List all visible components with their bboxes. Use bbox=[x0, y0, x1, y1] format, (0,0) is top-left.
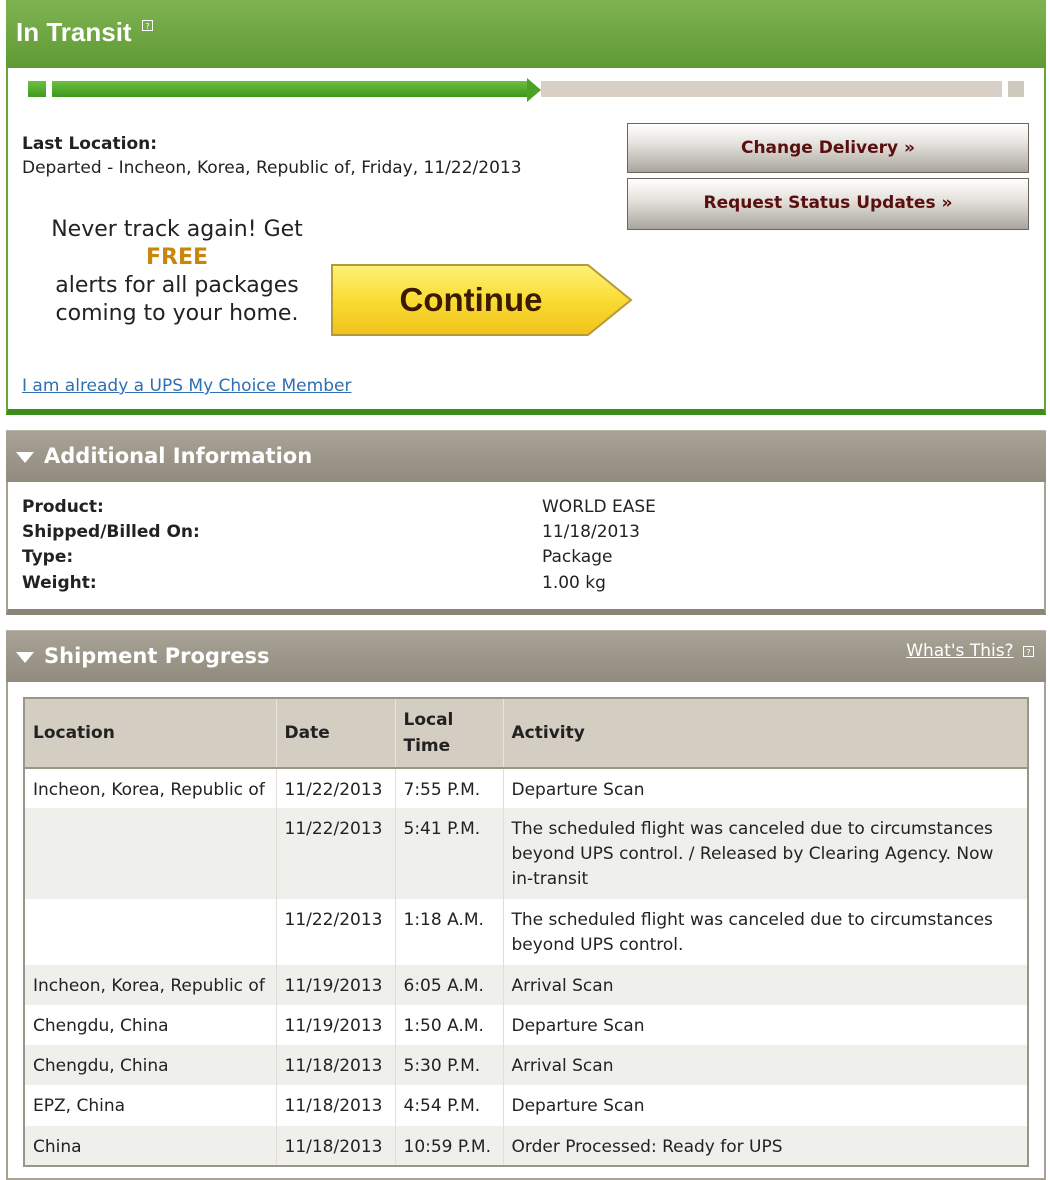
shipment-progress-section bbox=[6, 630, 1046, 1180]
help-icon[interactable]: ? bbox=[1023, 646, 1034, 657]
cell-date: 11/19/2013 bbox=[276, 965, 395, 1005]
table-row bbox=[24, 1045, 1028, 1085]
collapse-triangle-icon[interactable] bbox=[16, 652, 34, 663]
help-icon[interactable]: ? bbox=[142, 20, 153, 31]
info-value: WORLD EASE bbox=[542, 497, 656, 517]
table-row bbox=[24, 768, 1028, 808]
in-transit-header bbox=[6, 0, 1046, 68]
cell-activity: The scheduled flight was canceled due to circumstances beyond UPS control. / Released by Clearing Agency. Now in-transit bbox=[503, 808, 1028, 899]
my-choice-promo-text bbox=[22, 216, 332, 328]
cell-time: 7:55 P.M. bbox=[395, 768, 503, 808]
table-row bbox=[24, 1126, 1028, 1166]
cell-time: 5:41 P.M. bbox=[395, 808, 503, 899]
cell-date: 11/18/2013 bbox=[276, 1085, 395, 1126]
info-value: Package bbox=[542, 547, 613, 567]
cell-activity: Order Processed: Ready for UPS bbox=[503, 1126, 1028, 1166]
info-row-weight bbox=[22, 573, 1022, 598]
cell-time: 1:18 A.M. bbox=[395, 899, 503, 965]
cell-activity: The scheduled flight was canceled due to circumstances beyond UPS control. bbox=[503, 899, 1028, 965]
cell-activity: Departure Scan bbox=[503, 1005, 1028, 1045]
info-row-shipped-billed-on bbox=[22, 522, 1022, 547]
progress-arrow-icon bbox=[527, 78, 541, 102]
cell-date: 11/22/2013 bbox=[276, 768, 395, 808]
last-location-label: Last Location: bbox=[22, 134, 158, 154]
collapse-triangle-icon[interactable] bbox=[16, 452, 34, 463]
cell-activity: Arrival Scan bbox=[503, 1045, 1028, 1085]
cell-date: 11/18/2013 bbox=[276, 1126, 395, 1166]
info-label: Weight: bbox=[22, 573, 97, 593]
column-header-location: Location bbox=[24, 698, 276, 768]
promo-line3: coming to your home. bbox=[55, 301, 299, 326]
cell-location: Chengdu, China bbox=[24, 1045, 276, 1085]
info-label: Shipped/Billed On: bbox=[22, 522, 200, 542]
cell-location: China bbox=[24, 1126, 276, 1166]
column-header-local-time: Local Time bbox=[395, 698, 503, 768]
promo-free-highlight: FREE bbox=[145, 245, 209, 270]
progress-remaining bbox=[541, 81, 1002, 97]
progress-fill bbox=[52, 81, 527, 97]
last-location-value: Departed - Incheon, Korea, Republic of, Friday, 11/22/2013 bbox=[22, 158, 522, 178]
table-row bbox=[24, 965, 1028, 1005]
column-header-date: Date bbox=[276, 698, 395, 768]
cell-time: 6:05 A.M. bbox=[395, 965, 503, 1005]
cell-location: Chengdu, China bbox=[24, 1005, 276, 1045]
info-value: 11/18/2013 bbox=[542, 522, 640, 542]
table-header-row bbox=[24, 698, 1028, 768]
cell-location bbox=[24, 808, 276, 899]
info-label: Product: bbox=[22, 497, 104, 517]
cell-time: 10:59 P.M. bbox=[395, 1126, 503, 1166]
info-label: Type: bbox=[22, 547, 74, 567]
section-title: Additional Information bbox=[44, 444, 313, 468]
cell-location: Incheon, Korea, Republic of bbox=[24, 768, 276, 808]
table-row bbox=[24, 899, 1028, 965]
shipment-progress-table bbox=[23, 697, 1029, 1167]
table-row bbox=[24, 1005, 1028, 1045]
info-value: 1.00 kg bbox=[542, 573, 606, 593]
progress-start-marker bbox=[28, 81, 46, 97]
promo-line2: alerts for all packages bbox=[55, 273, 299, 298]
cell-location bbox=[24, 899, 276, 965]
delivery-progress-bar bbox=[28, 78, 1024, 102]
cell-date: 11/22/2013 bbox=[276, 808, 395, 899]
cell-activity: Departure Scan bbox=[503, 768, 1028, 808]
info-row-product bbox=[22, 497, 1022, 522]
cell-time: 1:50 A.M. bbox=[395, 1005, 503, 1045]
table-row bbox=[24, 1085, 1028, 1126]
whats-this-link[interactable] bbox=[906, 641, 1034, 661]
whats-this-label[interactable]: What's This? bbox=[906, 641, 1014, 661]
continue-button[interactable] bbox=[330, 262, 634, 338]
shipment-progress-header[interactable] bbox=[6, 630, 1046, 682]
cell-date: 11/18/2013 bbox=[276, 1045, 395, 1085]
cell-location: EPZ, China bbox=[24, 1085, 276, 1126]
promo-line1: Never track again! Get bbox=[51, 217, 303, 242]
cell-location: Incheon, Korea, Republic of bbox=[24, 965, 276, 1005]
cell-activity: Arrival Scan bbox=[503, 965, 1028, 1005]
info-row-type bbox=[22, 547, 1022, 572]
in-transit-panel bbox=[6, 0, 1046, 415]
my-choice-member-link[interactable]: I am already a UPS My Choice Member bbox=[22, 376, 352, 396]
progress-end-marker bbox=[1008, 81, 1024, 97]
change-delivery-button[interactable]: Change Delivery » bbox=[627, 123, 1029, 173]
additional-information-section bbox=[6, 430, 1046, 615]
additional-information-header[interactable] bbox=[6, 430, 1046, 482]
continue-label: Continue bbox=[399, 281, 543, 318]
cell-date: 11/19/2013 bbox=[276, 1005, 395, 1045]
cell-activity: Departure Scan bbox=[503, 1085, 1028, 1126]
table-row bbox=[24, 808, 1028, 899]
request-status-updates-button[interactable]: Request Status Updates » bbox=[627, 178, 1029, 230]
section-title: Shipment Progress bbox=[44, 644, 270, 668]
cell-date: 11/22/2013 bbox=[276, 899, 395, 965]
page-title: In Transit bbox=[16, 17, 132, 47]
column-header-activity: Activity bbox=[503, 698, 1028, 768]
cell-time: 5:30 P.M. bbox=[395, 1045, 503, 1085]
cell-time: 4:54 P.M. bbox=[395, 1085, 503, 1126]
